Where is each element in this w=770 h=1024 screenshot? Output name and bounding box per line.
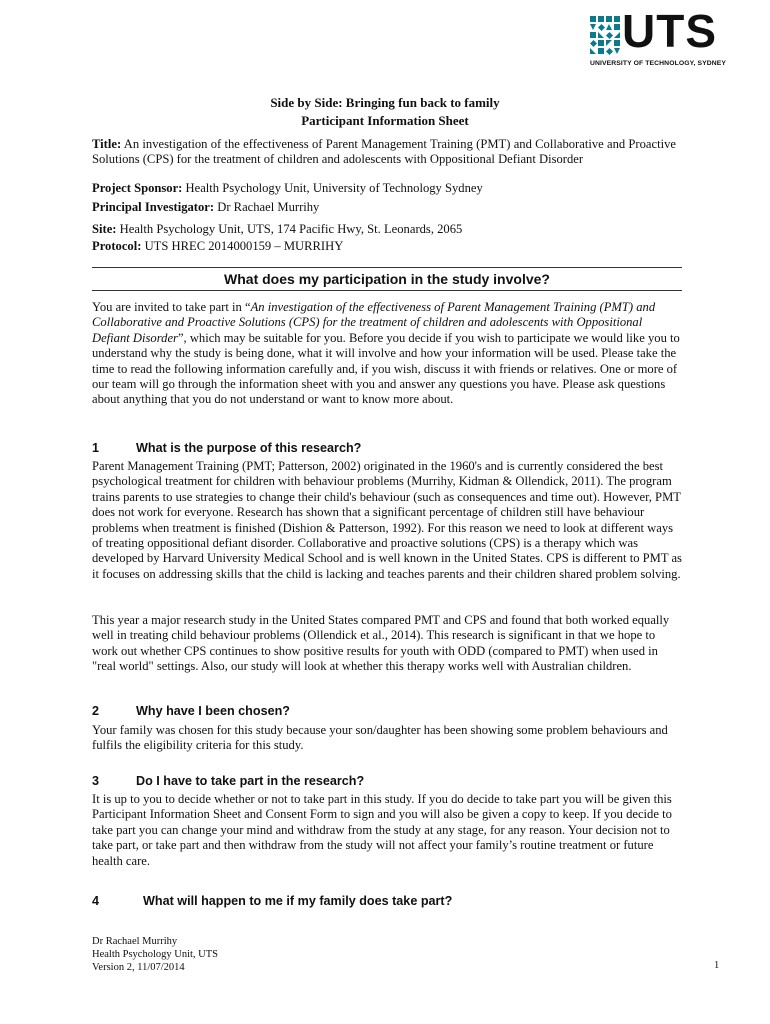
section-2-heading (92, 704, 290, 718)
investigator-label: Principal Investigator: (92, 200, 215, 214)
document-subtitle: Participant Information Sheet (301, 113, 469, 128)
page-number: 1 (714, 960, 720, 971)
investigator-value: Dr Rachael Murrihy (217, 200, 320, 214)
project-sponsor (92, 181, 676, 196)
section-3-paragraph: It is up to you to decide whether or not to take part in this study. If you do decide to take part you will be given this Participant Information Sheet and Consent Form to sign and you will also be given a copy to keep. If you decide to take part you can change your mind and withdraw from the study at any stage, for any reason. Your decision not to take part, or take part and then withdraw from the study will not affect your family’s routine treatment or future health care. (92, 792, 672, 868)
study-title (92, 137, 676, 166)
footer-author: Dr Rachael Murrihy (92, 936, 178, 947)
section-number: 1 (92, 441, 100, 455)
protocol (92, 239, 676, 254)
section-heading: What does my participation in the study involve? (92, 267, 682, 291)
title-value: An investigation of the effectiveness of Parent Management Training (PMT) and Collaborative and Proactive Solutions (CPS) for the treatment of children and adolescents with Oppositional Defiant Disorder (92, 137, 676, 166)
uts-emblem-icon (590, 16, 620, 58)
section-4-heading (92, 894, 452, 908)
intro-italic: An investigation of the effectiveness of Parent Management Training (PMT) and Collaborative and Proactive Solutions (CPS) for the treatment of children and adolescents with Oppositional Defiant Disorder (92, 300, 656, 345)
protocol-label: Protocol: (92, 239, 142, 253)
section-title: Why have I been chosen? (136, 704, 290, 718)
title-label: Title: (92, 137, 122, 151)
logo-subtitle: UNIVERSITY OF TECHNOLOGY, SYDNEY (590, 60, 727, 67)
intro-before: You are invited to take part in “ (92, 300, 251, 314)
section-title: What is the purpose of this research? (136, 441, 362, 455)
section-1-paragraph-1: Parent Management Training (PMT; Patterson, 2002) originated in the 1960's and is currently considered the best psychological treatment for children with behaviour problems (Murrihy, Kidman & Ollendick, 2011). The program trains parents to use strategies to change their child's behaviour (such as consequences and time out). However, PMT does not work for everyone. Research has shown that a significant percentage of children still have behaviour problems when treatment is finished (Dishion & Patterson, 1992). For this reason we need to look at different ways of treating oppositional defiant disorder. Collaborative and proactive solutions (CPS) is a therapy which was developed by Harvard University Medical School and is well known in the United States. CPS is different to PMT as it focuses on addressing skills that the child is lacking and teaches parents and their children shared problem solving. (92, 459, 682, 581)
section-1-paragraph-2: This year a major research study in the United States compared PMT and CPS and found that both worked equally well in treating child behaviour problems (Ollendick et al., 2014). This research is significant in that we hope to work out whether CPS continues to show positive results for youth with ODD (compared to PMT) when used in "real world" settings. Also, our study will look at whether this therapy works well with Australian children. (92, 613, 670, 674)
section-number: 3 (92, 774, 100, 788)
intro-paragraph (92, 300, 682, 408)
footer-version: Version 2, 11/07/2014 (92, 962, 185, 973)
sponsor-value: Health Psychology Unit, University of Technology Sydney (185, 181, 483, 195)
principal-investigator (92, 200, 676, 215)
site-label: Site: (92, 222, 117, 236)
logo-wordmark: UTS (622, 5, 717, 57)
sponsor-label: Project Sponsor: (92, 181, 183, 195)
intro-after: ”, which may be suitable for you. Before you decide if you wish to participate we would like you to understand why the study is being done, what it will involve and how your information will be used. Please take the time to read the following information carefully and, if you wish, discuss it with friends or relatives. One or more of our team will go through the information sheet with you and answer any questions you have. Please ask questions about anything that you do not understand or want to know more about. (92, 330, 680, 407)
uts-logo (590, 5, 730, 72)
document-title: Side by Side: Bringing fun back to family (270, 95, 500, 110)
section-title: What will happen to me if my family does take part? (143, 894, 453, 908)
section-number: 2 (92, 704, 100, 718)
study-site (92, 222, 676, 237)
section-1-heading (92, 441, 361, 455)
footer-unit: Health Psychology Unit, UTS (92, 949, 218, 960)
section-2-paragraph: Your family was chosen for this study because your son/daughter has been showing some problem behaviours and fulfils the eligibility criteria for this study. (92, 723, 668, 753)
section-3-heading (92, 774, 364, 788)
protocol-value: UTS HREC 2014000159 – MURRIHY (144, 239, 344, 253)
site-value: Health Psychology Unit, UTS, 174 Pacific Hwy, St. Leonards, 2065 (119, 222, 463, 236)
page-footer (92, 935, 218, 974)
section-number: 4 (92, 894, 100, 908)
section-title: Do I have to take part in the research? (136, 774, 365, 788)
